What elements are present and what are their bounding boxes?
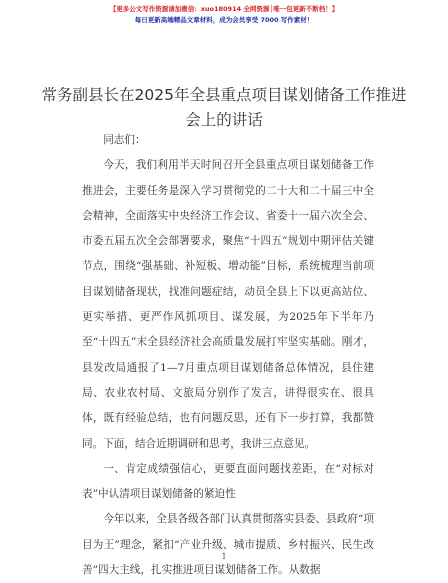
salutation: 同志们： <box>103 134 146 146</box>
page-number: 1 <box>221 552 227 561</box>
section-heading-1: 一、肯定成绩强信心，更要直面问题找差距，在“对标对表”中认清项目谋划储备的紧迫性 <box>82 462 374 501</box>
document-body <box>82 128 374 583</box>
promo-banner-line-1: 【更多公文写作资源请加微信：xuo180914 全网资源│唯一包更新不断档！】 <box>109 5 339 13</box>
paragraph-intro: 今天，我们利用半天时间召开全县重点项目谋划储备工作推进会，主要任务是深入学习贯彻党的二十大和二十届三中全会精神，全面落实中央经济工作会议、省委十一届六次全会、市委五届五次全会部署要求，聚焦“十四五”规划中期评估关键节点，围绕“强基础、补短板、增动能”目标，系统梳理当前项目谋划储备现状，找准问题症结，动员全县上下以更高站位、更实举措、更严作风抓项目、谋发展，为2025年下半年乃至“十四五”末全县经济社会高质量发展打牢坚实基础。刚才，县发改局通报了1—7月重点项目谋划储备总体情况，县住建局、农业农村局、文旅局分别作了发言，讲得很实在、很具体，既有经验总结，也有问题反思，还有下一步打算，我都赞同。下面，结合近期调研和思考，我讲三点意见。 <box>82 159 374 450</box>
paragraph-section-1: 今年以来，全县各级各部门认真贯彻落实县委、县政府“项目为王”理念，紧扣“产业升级、城市提质、乡村振兴、民生改善”四大主线，扎实推进项目谋划储备工作。从数据 <box>82 513 374 577</box>
document-title: 常务副县长在2025年全县重点项目谋划储备工作推进会上的讲话 <box>41 86 407 129</box>
promo-banner-line-2: 每日更新高端精品文章材料，成为会员享受 7000 写作素材！ <box>134 16 314 24</box>
promo-banner <box>0 4 448 26</box>
